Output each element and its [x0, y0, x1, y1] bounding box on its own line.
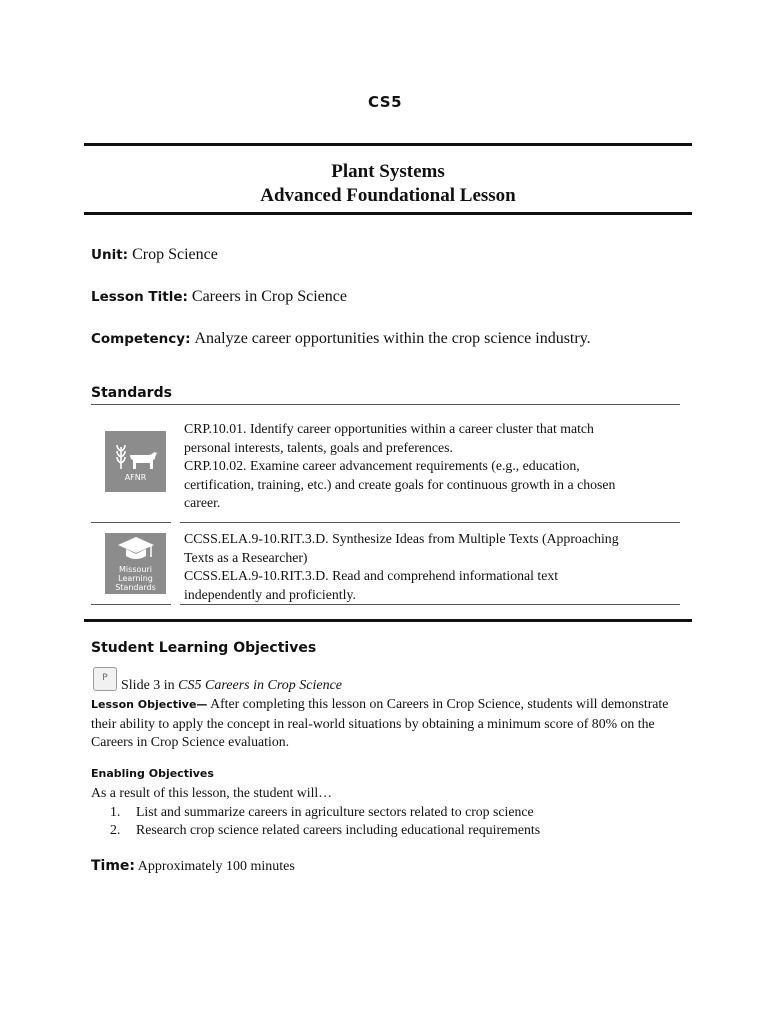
standards-bottom-rule-right — [180, 604, 680, 605]
standards-group-1-text — [184, 420, 674, 513]
missouri-caption-line-1: Missouri Learning — [118, 565, 153, 583]
standard-line: career. — [184, 495, 221, 510]
standard-line: CRP.10.02. Examine career advancement requirements (e.g., education, — [184, 458, 580, 473]
competency-label: Competency: — [91, 331, 191, 347]
wheat-cow-icon — [114, 441, 158, 471]
list-item — [110, 821, 540, 839]
standard-line: independently and proficiently. — [184, 586, 356, 602]
afnr-icon — [105, 431, 166, 492]
standard-line: CCSS.ELA.9-10.RIT.3.D. Synthesize Ideas from Multiple Texts (Approaching — [184, 531, 619, 546]
document-code: CS5 — [367, 93, 403, 111]
enabling-objectives-heading: Enabling Objectives — [91, 767, 214, 780]
standard-line: Texts as a Researcher) — [184, 549, 308, 565]
graduation-cap-icon — [116, 535, 156, 563]
slide-reference — [121, 678, 342, 694]
list-item-number: 1. — [110, 804, 121, 819]
competency-field — [91, 330, 591, 348]
unit-value: Crop Science — [132, 246, 218, 263]
slide-title: CS5 Careers in Crop Science — [178, 678, 343, 693]
enabling-objectives-list — [110, 803, 540, 839]
competency-value: Analyze career opportunities within the crop science industry. — [194, 330, 591, 347]
document-title — [84, 160, 692, 208]
list-item-text: Research crop science related careers including educational requirements — [136, 822, 541, 837]
title-top-rule — [84, 143, 692, 146]
list-item — [110, 803, 540, 821]
missouri-caption-line-2: Standards — [115, 583, 156, 592]
standards-rule — [91, 404, 680, 405]
standards-bottom-rule-left — [91, 604, 171, 605]
time-label: Time: — [91, 858, 136, 874]
objectives-heading: Student Learning Objectives — [91, 640, 317, 656]
lesson-title-value: Careers in Crop Science — [191, 288, 347, 305]
standard-line: certification, training, etc.) and create goals for continuous growth in a chosen — [184, 476, 616, 492]
list-item-text: List and summarize careers in agriculture sectors related to crop science — [136, 804, 534, 819]
standards-group-2-text — [184, 530, 674, 604]
missouri-caption — [105, 565, 166, 592]
title-line-1: Plant Systems — [331, 161, 445, 182]
standard-line: personal interests, talents, goals and preferences. — [184, 439, 453, 455]
time-value: Approximately 100 minutes — [135, 859, 295, 874]
enabling-objectives-intro: As a result of this lesson, the student will… — [91, 785, 333, 800]
slide-prefix: Slide 3 in — [121, 678, 179, 693]
unit-field — [91, 246, 218, 264]
powerpoint-icon: P — [93, 667, 117, 691]
list-item-number: 2. — [110, 822, 121, 837]
lesson-objective-label: Lesson Objective— — [91, 698, 208, 711]
title-bottom-rule — [84, 212, 692, 215]
standards-end-rule — [84, 619, 692, 622]
title-line-2: Advanced Foundational Lesson — [260, 185, 516, 206]
standard-line: CCSS.ELA.9-10.RIT.3.D. Read and comprehend informational text — [184, 568, 559, 583]
standards-divider-left — [91, 522, 171, 523]
standard-line: CRP.10.01. Identify career opportunities within a career cluster that match — [184, 421, 594, 436]
time-field — [91, 857, 295, 875]
afnr-caption: AFNR — [124, 473, 147, 482]
standards-divider-right — [180, 522, 680, 523]
missouri-learning-standards-icon — [105, 533, 166, 594]
standards-heading: Standards — [91, 385, 172, 401]
lesson-objective — [91, 695, 681, 752]
unit-label: Unit: — [91, 247, 129, 263]
lesson-objective-text: After completing this lesson on Careers in Crop Science, students will demonstrate their ability to apply the concept in real-world situations by obtaining a minimum score of 80% on the Careers in Crop Science evaluation. — [91, 696, 669, 749]
lesson-title-field — [91, 288, 347, 306]
lesson-title-label: Lesson Title: — [91, 289, 188, 305]
